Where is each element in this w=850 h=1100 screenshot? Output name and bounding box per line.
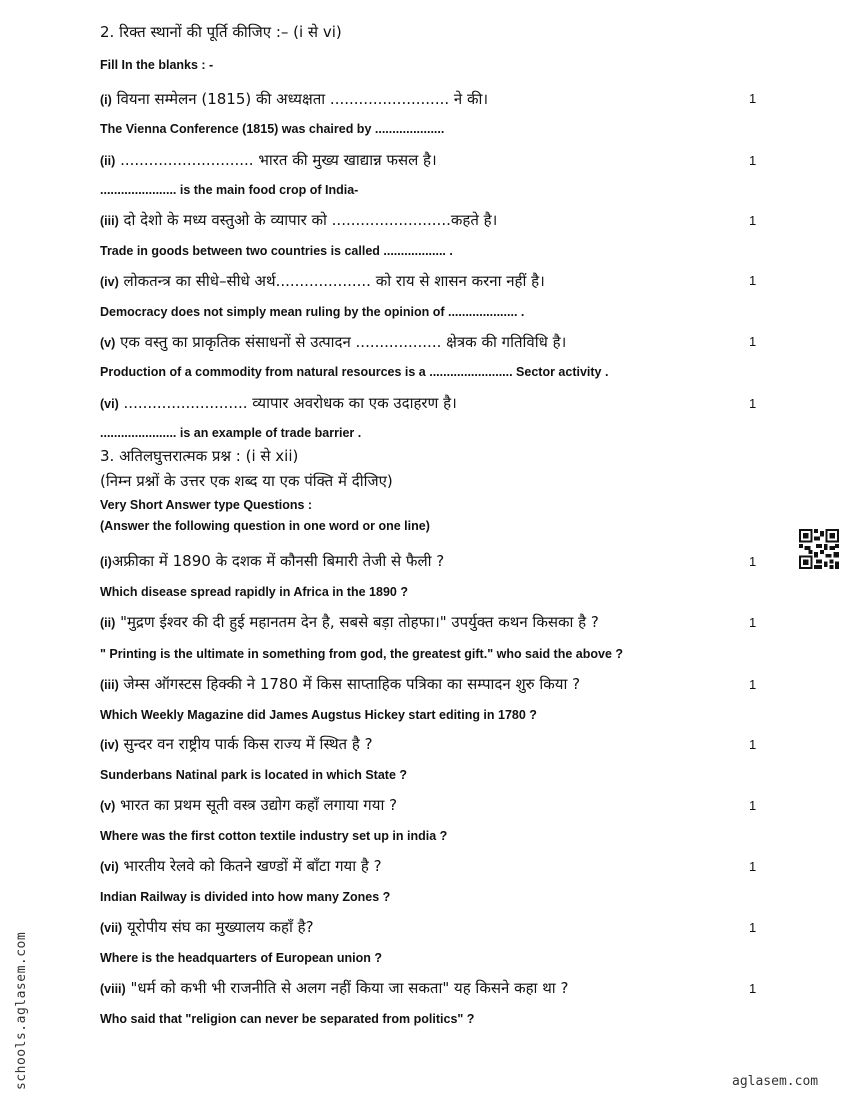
question-english: Sunderbans Natinal park is located in which State ? [100,768,408,782]
question-number: (iii) [100,214,119,228]
question-number: (ii) [100,154,116,168]
question-item [100,150,437,170]
question-mark: 1 [749,91,757,106]
question-mark: 1 [749,677,757,692]
question-english: Where is the headquarters of European union ? [100,951,382,965]
section3-subheading-hindi: (निम्न प्रश्नों के उत्तर एक शब्द या एक पंक्ति में दीजिए) [100,472,393,490]
question-number: (i) [100,555,112,569]
question-number: (vii) [100,921,123,935]
question-hindi: वियना सम्मेलन (1815) की अध्यक्षता ......................... ने की। [116,90,489,108]
question-item [100,734,373,754]
question-hindi: "मुद्रण ईश्वर की दी हुई महानतम देन है, सबसे बड़ा तोहफा।" उपर्युक्त कथन किसका है ? [120,613,599,631]
question-number: (i) [100,93,112,107]
question-number: (v) [100,336,116,350]
question-mark: 1 [749,273,757,288]
question-english: Indian Railway is divided into how many Zones ? [100,890,391,904]
question-english: ...................... is an example of trade barrier . [100,426,362,440]
section3-heading-english: Very Short Answer type Questions : [100,498,313,512]
question-number: (iv) [100,738,119,752]
question-english: Which Weekly Magazine did James Augstus Hickey start editing in 1780 ? [100,708,537,722]
section2-heading-english: Fill In the blanks : - [100,58,214,72]
question-mark: 1 [749,798,757,813]
question-hindi: लोकतन्त्र का सीधे–सीधे अर्थ.................... को राय से शासन करना नहीं है। [123,272,545,290]
question-number: (iii) [100,678,119,692]
question-english: Where was the first cotton textile industry set up in india ? [100,829,448,843]
question-hindi: "धर्म को कभी भी राजनीति से अलग नहीं किया जा सकता" यह किसने कहा था ? [130,979,569,997]
question-english: The Vienna Conference (1815) was chaired by .................... [100,122,445,136]
question-mark: 1 [749,981,757,996]
question-item [100,795,397,815]
question-english: Democracy does not simply mean ruling by the opinion of .................... . [100,305,525,319]
section3-heading-hindi: 3. अतिलघुत्तरात्मक प्रश्न : (i से xii) [100,447,299,465]
footer-watermark: aglasem.com [732,1074,819,1089]
question-mark: 1 [749,615,757,630]
section3-subheading-english: (Answer the following question in one word or one line) [100,519,430,533]
question-hindi: जेम्स ऑगस्टस हिक्की ने 1780 में किस साप्ताहिक पत्रिका का सम्पादन शुरु किया ? [123,675,581,693]
question-hindi: यूरोपीय संघ का मुख्यालय कहाँ है? [127,918,314,936]
question-item [100,612,599,632]
question-mark: 1 [749,334,757,349]
question-mark: 1 [749,920,757,935]
question-item [100,856,382,876]
question-hindi: भारत का प्रथम सूती वस्त्र उद्योग कहाँ लगाया गया ? [120,796,398,814]
question-item [100,674,580,694]
question-hindi: ............................ भारत की मुख्य खाद्यान्न फसल है। [120,151,437,169]
question-number: (ii) [100,616,116,630]
question-item [100,271,545,291]
question-english: " Printing is the ultimate in something from god, the greatest gift." who said the above ? [100,647,624,661]
question-number: (v) [100,799,116,813]
question-english: Trade in goods between two countries is called .................. . [100,244,453,258]
question-english: ...................... is the main food crop of India- [100,183,359,197]
question-hindi: सुन्दर वन राष्ट्रीय पार्क किस राज्य में स्थित है ? [123,735,373,753]
question-number: (vi) [100,397,119,411]
question-mark: 1 [749,737,757,752]
question-english: Who said that "religion can never be separated from politics" ? [100,1012,475,1026]
question-mark: 1 [749,859,757,874]
question-number: (viii) [100,982,126,996]
question-number: (iv) [100,275,119,289]
question-mark: 1 [749,153,757,168]
question-hindi: अफ्रीका में 1890 के दशक में कौनसी बिमारी तेजी से फैली ? [111,552,445,570]
question-hindi: .......................... व्यापार अवरोधक का एक उदाहरण है। [123,394,457,412]
question-mark: 1 [749,213,757,228]
question-english: Which disease spread rapidly in Africa in the 1890 ? [100,585,408,599]
question-item [100,89,488,109]
question-english: Production of a commodity from natural resources is a ........................ Sector activity . [100,365,609,379]
side-watermark: schools.aglasem.com [14,931,29,1090]
question-item [100,210,497,230]
question-item [100,332,566,352]
qr-code-icon [799,529,839,569]
question-item [100,917,314,937]
question-mark: 1 [749,554,757,569]
question-hindi: दो देशो के मध्य वस्तुओ के व्यापार को .........................कहते है। [123,211,498,229]
question-item [100,551,444,571]
section2-heading-hindi: 2. रिक्त स्थानों की पूर्ति कीजिए :– (i से vi) [100,23,342,41]
question-hindi: एक वस्तु का प्राकृतिक संसाधनों से उत्पादन .................. क्षेत्रक की गतिविधि है। [120,333,567,351]
question-hindi: भारतीय रेलवे को कितने खण्डों में बाँटा गया है ? [123,857,382,875]
question-item [100,978,568,998]
question-number: (vi) [100,860,119,874]
question-item [100,393,457,413]
question-mark: 1 [749,396,757,411]
